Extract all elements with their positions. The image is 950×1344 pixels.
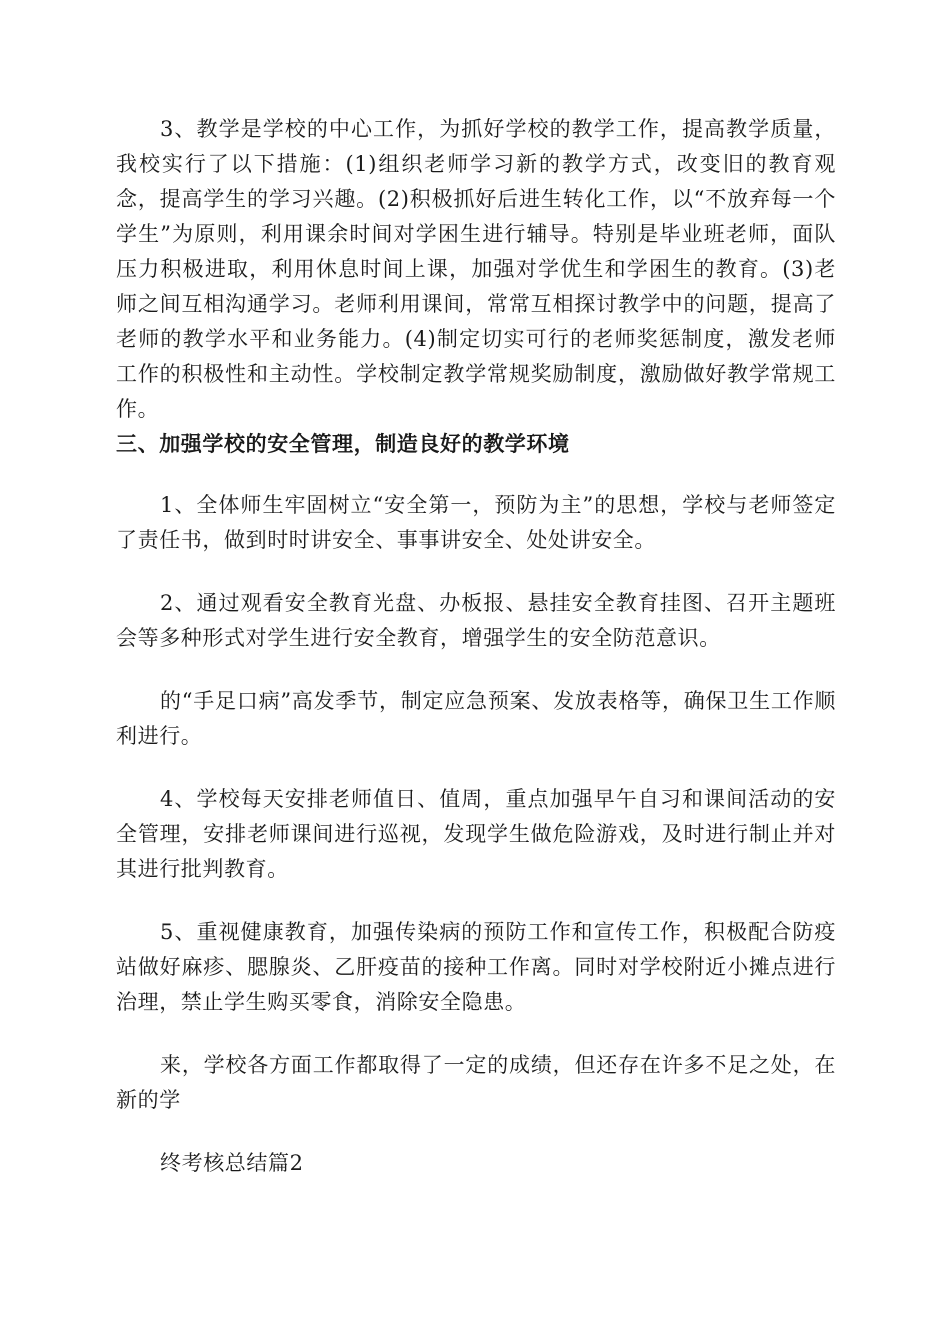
paragraph-teaching-measures: 3、教学是学校的中心工作，为抓好学校的教学工作，提高教学质量，我校实行了以下措施：(1)组织老师学习新的教学方式，改变旧的教育观念，提高学生的学习兴趣。(2)积极抓好后进生转化工作，以“不放弃每一个学生”为原则，利用课余时间对学困生进行辅导。特别是毕业班老师，面队压力积极进取，利用休息时间上课，加强对学优生和学困生的教育。(3)老师之间互相沟通学习。老师利用课间，常常互相探讨教学中的问题，提高了老师的教学水平和业务能力。(4)制定切实可行的老师奖惩制度，激发老师工作的积极性和主动性。学校制定教学常规奖励制度，激励做好教学常规工作。 xyxy=(116,117,836,421)
paragraph-safety-education: 2、通过观看安全教育光盘、办板报、悬挂安全教育挂图、召开主题班会等多种形式对学生进行安全教育，增强学生的安全防范意识。 xyxy=(116,591,836,650)
paragraph-health-education: 5、重视健康教育，加强传染病的预防工作和宣传工作，积极配合防疫站做好麻疹、腮腺炎、乙肝疫苗的接种工作离。同时对学校附近小摊点进行治理，禁止学生购买零食，消除安全隐患。 xyxy=(116,920,836,1014)
section-heading-safety: 三、加强学校的安全管理，制造良好的教学环境 xyxy=(116,432,570,456)
paragraph-summary: 来，学校各方面工作都取得了一定的成绩，但还存在许多不足之处，在新的学 xyxy=(116,1053,836,1112)
paragraph-hand-foot-mouth: 的“手足口病”高发季节，制定应急预案、发放表格等，确保卫生工作顺利进行。 xyxy=(116,689,836,748)
paragraph-safety-first: 1、全体师生牢固树立“安全第一，预防为主”的思想，学校与老师签定了责任书，做到时时讲安全、事事讲安全、处处讲安全。 xyxy=(116,493,836,552)
paragraph-duty-schedule: 4、学校每天安排老师值日、值周，重点加强早午自习和课间活动的安全管理，安排老师课间进行巡视，发现学生做危险游戏，及时进行制止并对其进行批判教育。 xyxy=(116,787,836,881)
paragraph-next-title: 终考核总结篇2 xyxy=(160,1151,304,1175)
